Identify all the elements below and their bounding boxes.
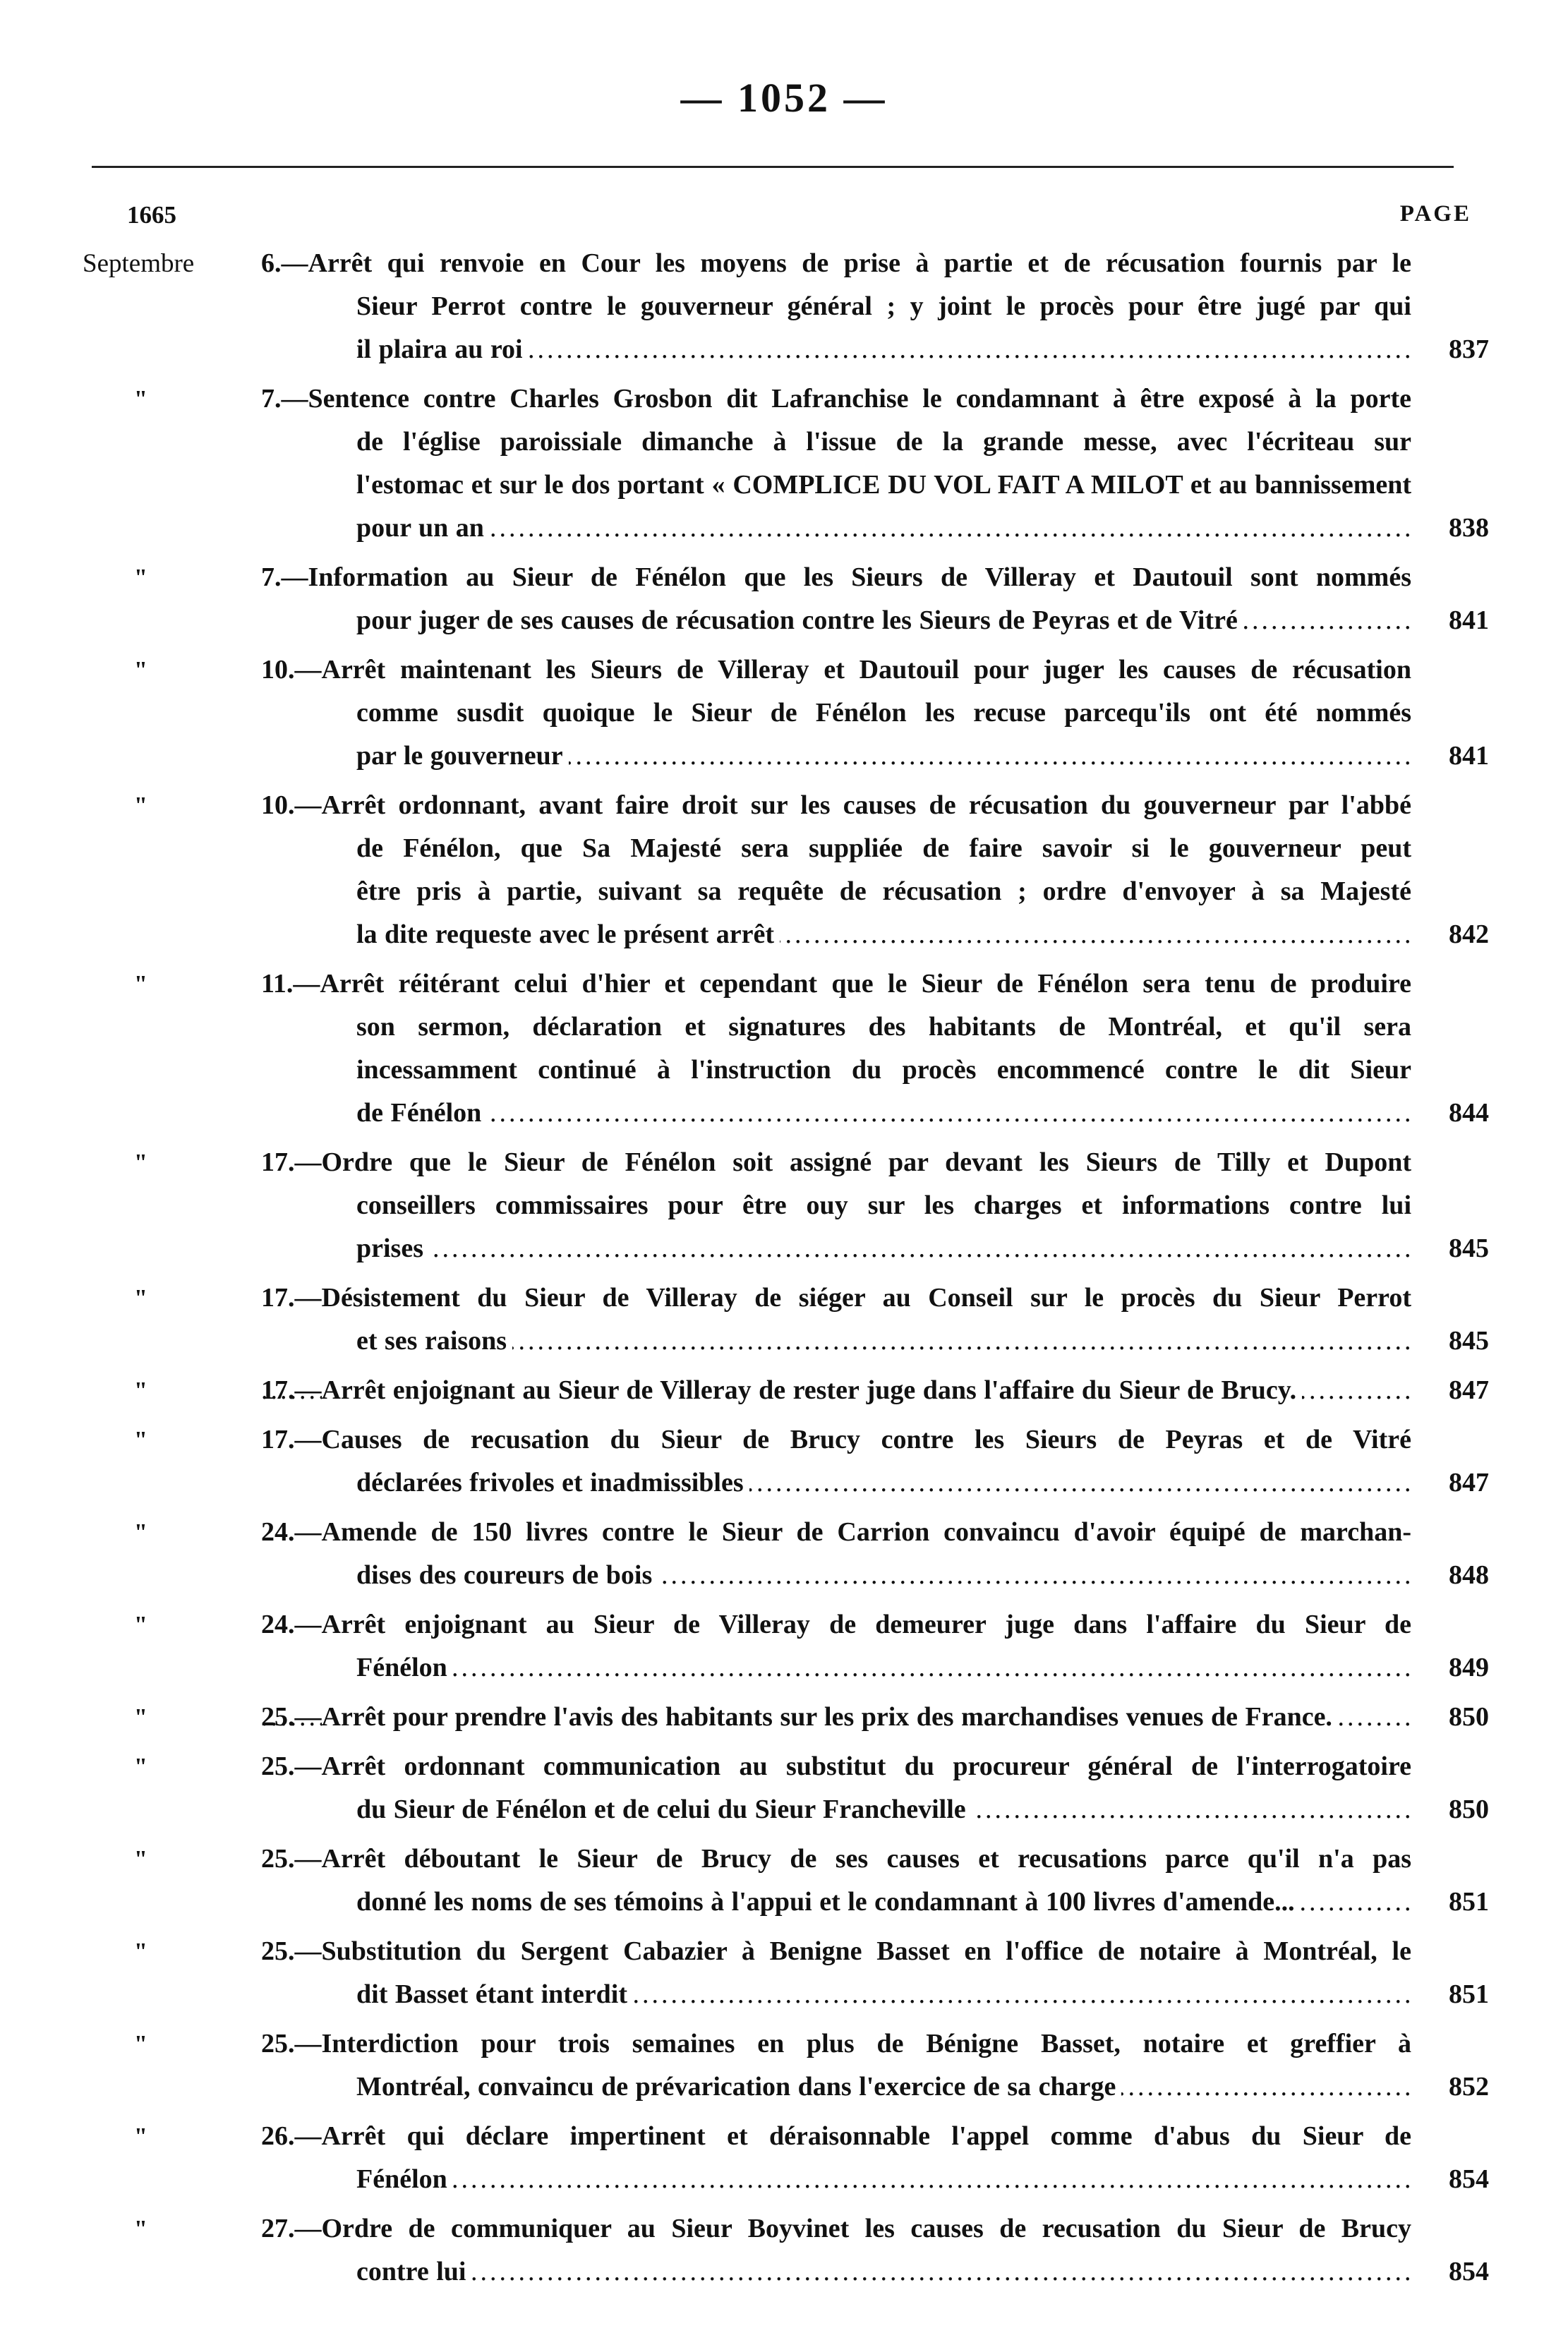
entry-day: 17.— (261, 1283, 322, 1313)
ditto-mark: " (134, 1939, 147, 1965)
entry-day: 17.— (261, 1425, 322, 1454)
entry-text (261, 1745, 1411, 1831)
entry-day: 17.— (261, 1375, 322, 1405)
entry-line: 27.—Ordre de communiquer au Sieur Boyvinet les causes de recusation du Sieur de Brucy (261, 2214, 1411, 2243)
entry-line: son sermon, déclaration et signatures des habitants de Montréal, et qu'il sera (356, 1012, 1411, 1042)
month-label: Septembre (83, 249, 195, 278)
entry-line: du Sieur de Fénélon et de celui du Sieur Francheville ..... (356, 1788, 1411, 1831)
entry-line: Fénélon ..... (356, 1646, 1411, 1689)
entry-text (261, 1930, 1411, 2016)
entry-line: de l'église paroissiale dimanche à l'issue de la grande messe, avec l'écriteau sur (356, 427, 1411, 457)
entry-page-number: 851 (1449, 1979, 1489, 2009)
entry-day: 27.— (261, 2214, 322, 2243)
entry-text (261, 963, 1411, 1135)
entry-text (261, 1603, 1411, 1689)
entry-line: 25.—Arrêt ordonnant communication au substitut du procureur général de l'interrogatoire (261, 1752, 1411, 1781)
entry-day: 6.— (261, 248, 308, 278)
entry-text (261, 2207, 1411, 2293)
entry-page-number: 854 (1449, 2164, 1489, 2194)
entry-text (261, 1838, 1411, 1924)
entry-page-number: 847 (1449, 1468, 1489, 1497)
entry-line: 11.—Arrêt réitérant celui d'hier et cependant que le Sieur de Fénélon sera tenu de produire (261, 969, 1411, 999)
entry-day: 11.— (261, 969, 320, 999)
entry-text (261, 378, 1411, 550)
entry-page-number: 837 (1449, 334, 1489, 364)
entry-text (261, 2115, 1411, 2201)
entry-line: de Fénélon ..... (356, 1092, 1411, 1135)
entry-day: 7.— (261, 384, 308, 414)
entry-page-number: 842 (1449, 920, 1489, 949)
entry-line: 10.—Arrêt ordonnant, avant faire droit sur les causes de récusation du gouverneur par l'abbé (261, 790, 1411, 820)
ditto-mark: " (134, 657, 147, 683)
header-year: 1665 (127, 201, 176, 229)
header-page-label: PAGE (1399, 201, 1471, 227)
entry-line: 25.—Substitution du Sergent Cabazier à Benigne Basset en l'office de notaire à Montréal, le (261, 1936, 1411, 1966)
page-number: — 1052 — (680, 75, 888, 121)
entry-line: pour juger de ses causes de récusation contre les Sieurs de Peyras et de Vitré ..... (356, 599, 1411, 642)
entry-text (261, 649, 1411, 778)
entry-page-number: 847 (1449, 1375, 1489, 1405)
entry-day: 26.— (261, 2121, 322, 2151)
entry-line: 25.—Interdiction pour trois semaines en plus de Bénigne Basset, notaire et greffier à (261, 2029, 1411, 2058)
entry-day: 24.— (261, 1517, 322, 1547)
entry-line: Fénélon ..... (356, 2158, 1411, 2201)
entry-page-number: 841 (1449, 605, 1489, 635)
entry-line: 6.—Arrêt qui renvoie en Cour les moyens de prise à partie et de récusation fournis par le (261, 248, 1411, 278)
entry-text (261, 1141, 1411, 1270)
entry-page-number: 845 (1449, 1234, 1489, 1263)
entry-page-number: 841 (1449, 741, 1489, 771)
entry-page-number: 854 (1449, 2257, 1489, 2286)
entry-text (261, 2022, 1411, 2109)
entry-line: 10.—Arrêt maintenant les Sieurs de Villeray et Dautouil pour juger les causes de récusation (261, 655, 1411, 685)
entry-line: 25.—Arrêt pour prendre l'avis des habitants sur les prix des marchandises venues de France. ..... (261, 1696, 1411, 1739)
entry-line: 7.—Sentence contre Charles Grosbon dit Lafranchise le condamnant à être exposé à la porte (261, 384, 1411, 414)
entry-line: comme susdit quoique le Sieur de Fénélon les recuse parcequ'ils ont été nommés (356, 698, 1411, 728)
entry-text (261, 784, 1411, 956)
entry-day: 25.— (261, 2029, 322, 2058)
entry-page-number: 849 (1449, 1653, 1489, 1682)
entry-line: de Fénélon, que Sa Majesté sera suppliée de faire savoir si le gouverneur peut (356, 833, 1411, 863)
entry-page-number: 844 (1449, 1098, 1489, 1128)
ditto-mark: " (134, 2031, 147, 2057)
ditto-mark: " (134, 1150, 147, 1176)
entry-text (261, 242, 1411, 371)
ditto-mark: " (134, 1846, 147, 1872)
entry-day: 25.— (261, 1702, 322, 1732)
ditto-mark: " (134, 792, 147, 819)
entry-text (261, 556, 1411, 642)
ditto-mark: " (134, 1704, 147, 1730)
entry-line: pour un an ..... (356, 507, 1411, 550)
entry-page-number: 850 (1449, 1795, 1489, 1824)
entry-line: et ses raisons ..... (356, 1320, 1411, 1363)
entry-day: 25.— (261, 1752, 322, 1781)
entry-line: 24.—Amende de 150 livres contre le Sieur de Carrion convaincu d'avoir équipé de marchan- (261, 1517, 1411, 1547)
entry-line: l'estomac et sur le dos portant « COMPLICE DU VOL FAIT A MILOT et au bannissement (356, 470, 1411, 500)
entry-line: il plaira au roi ..... (356, 328, 1411, 371)
entry-day: 10.— (261, 655, 322, 685)
ditto-mark: " (134, 565, 147, 591)
entry-text (261, 1369, 1411, 1412)
entry-line: 17.—Ordre que le Sieur de Fénélon soit assigné par devant les Sieurs de Tilly et Dupont (261, 1147, 1411, 1177)
entry-line: Sieur Perrot contre le gouverneur général ; y joint le procès pour être jugé par qui (356, 291, 1411, 321)
ditto-mark: " (134, 1754, 147, 1780)
ditto-mark: " (134, 386, 147, 412)
entry-day: 17.— (261, 1147, 322, 1177)
ditto-mark: " (134, 1519, 147, 1545)
entry-line: dises des coureurs de bois ..... (356, 1554, 1411, 1597)
ditto-mark: " (134, 2216, 147, 2242)
entry-line: donné les noms de ses témoins à l'appui et le condamnant à 100 livres d'amende... ..... (356, 1881, 1411, 1924)
entry-day: 7.— (261, 562, 308, 592)
entry-line: conseillers commissaires pour être ouy sur les charges et informations contre lui (356, 1190, 1411, 1220)
header-rule (92, 166, 1454, 168)
ditto-mark: " (134, 1285, 147, 1311)
entry-line: par le gouverneur ..... (356, 735, 1411, 778)
entry-page-number: 838 (1449, 513, 1489, 543)
ditto-mark: " (134, 1612, 147, 1638)
ditto-mark: " (134, 1378, 147, 1404)
entry-line: 17.—Causes de recusation du Sieur de Brucy contre les Sieurs de Peyras et de Vitré (261, 1425, 1411, 1454)
entry-line: déclarées frivoles et inadmissibles ..... (356, 1461, 1411, 1505)
entry-text (261, 1511, 1411, 1597)
ditto-mark: " (134, 971, 147, 997)
entry-line: 17.—Arrêt enjoignant au Sieur de Villeray de rester juge dans l'affaire du Sieur de Brucy. ..... (261, 1369, 1411, 1412)
entry-line: incessamment continué à l'instruction du procès encommencé contre le dit Sieur (356, 1055, 1411, 1085)
entry-line: 26.—Arrêt qui déclare impertinent et déraisonnable l'appel comme d'abus du Sieur de (261, 2121, 1411, 2151)
entry-line: 25.—Arrêt déboutant le Sieur de Brucy de ses causes et recusations parce qu'il n'a pas (261, 1844, 1411, 1874)
entry-page-number: 850 (1449, 1702, 1489, 1732)
entry-line: contre lui ..... (356, 2250, 1411, 2293)
entry-page-number: 852 (1449, 2072, 1489, 2102)
entry-line: être pris à partie, suivant sa requête de récusation ; ordre d'envoyer à sa Majesté (356, 876, 1411, 906)
entry-page-number: 851 (1449, 1887, 1489, 1917)
entry-page-number: 845 (1449, 1326, 1489, 1356)
entry-day: 24.— (261, 1610, 322, 1639)
entry-day: 25.— (261, 1844, 322, 1874)
entry-line: prises ..... (356, 1227, 1411, 1270)
ditto-mark: " (134, 1427, 147, 1453)
entry-page-number: 848 (1449, 1560, 1489, 1590)
entry-day: 25.— (261, 1936, 322, 1966)
entry-text (261, 1277, 1411, 1363)
entry-line: dit Basset étant interdit ..... (356, 1973, 1411, 2016)
entry-line: Montréal, convaincu de prévarication dans l'exercice de sa charge ..... (356, 2066, 1411, 2109)
entry-line: 24.—Arrêt enjoignant au Sieur de Villeray de demeurer juge dans l'affaire du Sieur de (261, 1610, 1411, 1639)
entry-line: 7.—Information au Sieur de Fénélon que les Sieurs de Villeray et Dautouil sont nommés (261, 562, 1411, 592)
entry-line: 17.—Désistement du Sieur de Villeray de siéger au Conseil sur le procès du Sieur Perrot (261, 1283, 1411, 1313)
ditto-mark: " (134, 2123, 147, 2150)
entry-text (261, 1696, 1411, 1739)
entry-day: 10.— (261, 790, 322, 820)
entry-text (261, 1418, 1411, 1505)
entry-line: la dite requeste avec le présent arrêt ..... (356, 913, 1411, 956)
